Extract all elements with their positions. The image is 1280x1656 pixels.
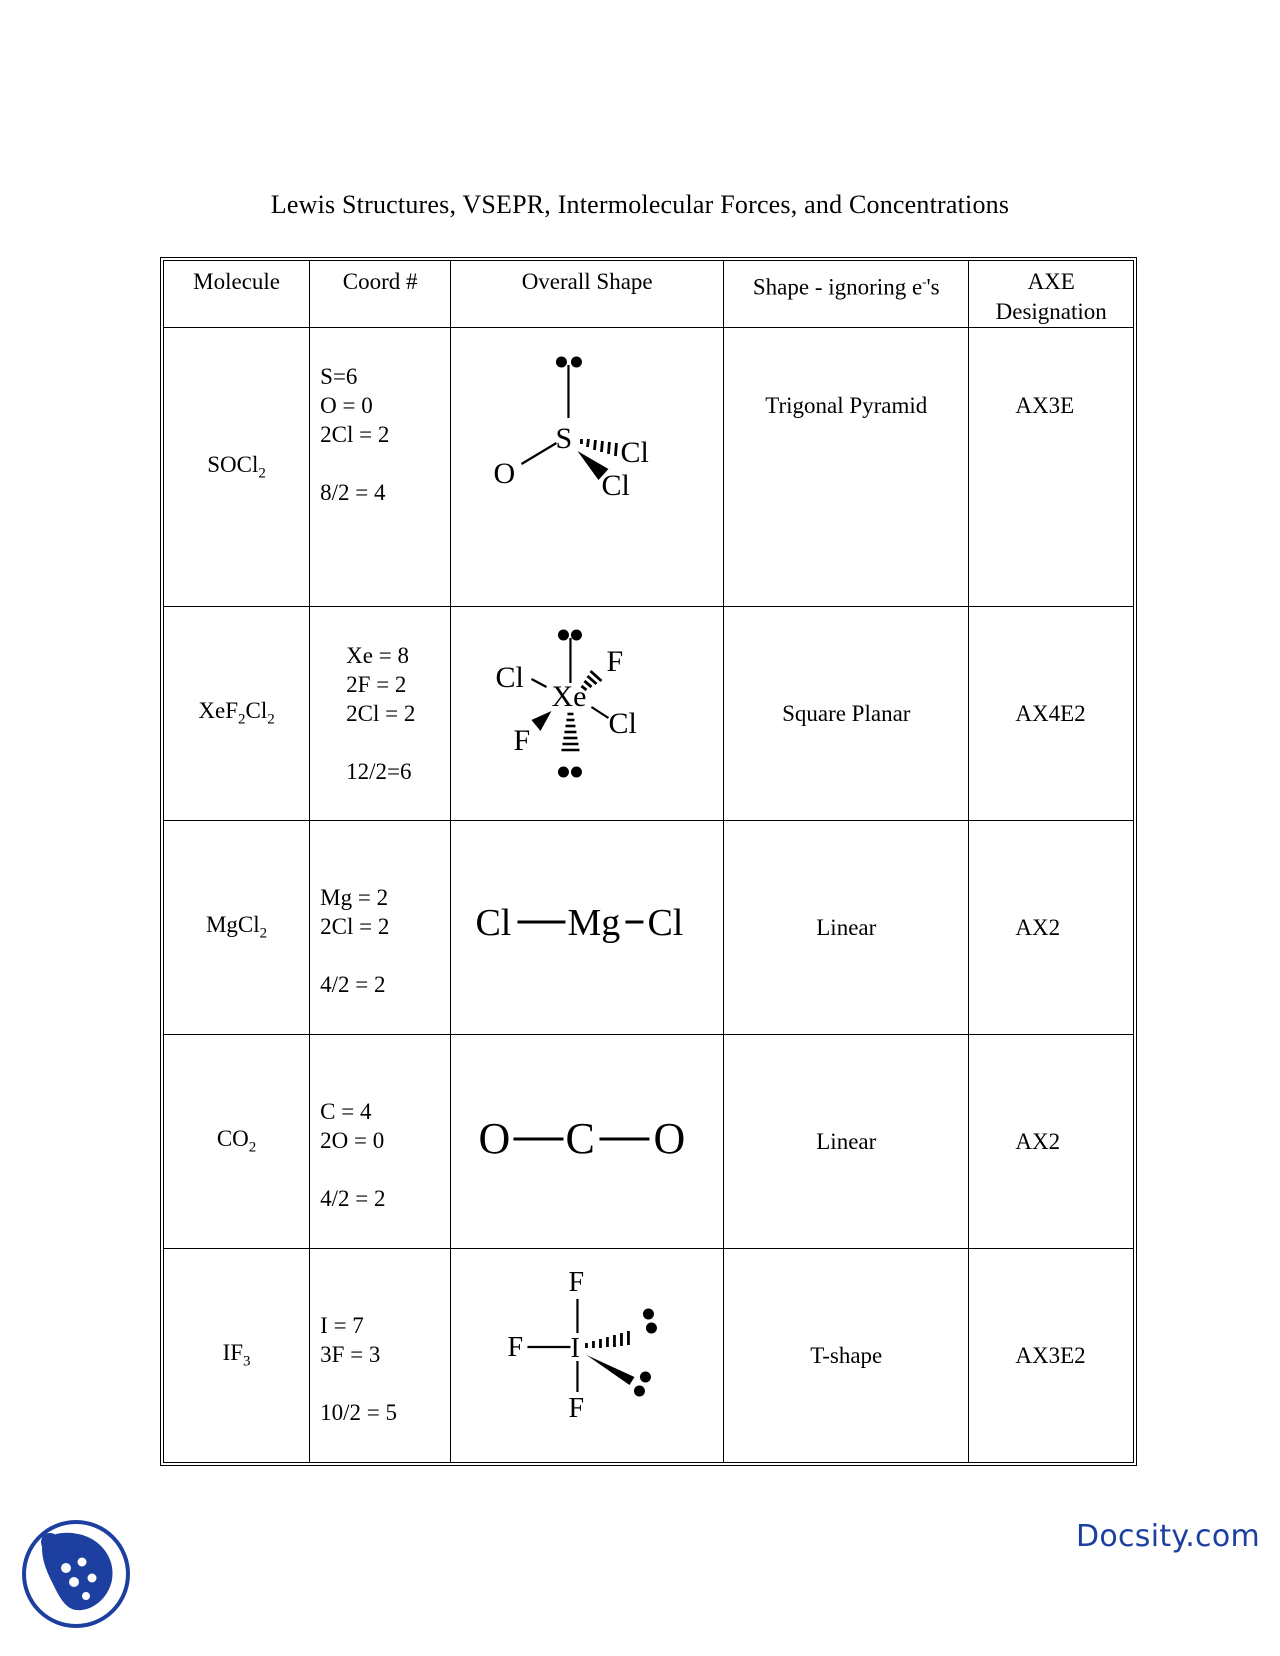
atom-cl-right: Cl bbox=[647, 902, 684, 944]
coord-line: S=6 bbox=[320, 364, 358, 389]
geometry-cell: Linear bbox=[724, 1035, 969, 1249]
page-title: Lewis Structures, VSEPR, Intermolecular Forces, and Concentrations bbox=[270, 190, 1010, 219]
geometry-cell: Square Planar bbox=[724, 607, 969, 821]
coord-line: 2Cl = 2 bbox=[320, 422, 390, 447]
atom-s: S bbox=[555, 422, 573, 455]
molecule-formula: Cl bbox=[245, 698, 268, 724]
coord-line: 10/2 = 5 bbox=[320, 1400, 398, 1425]
coord-line bbox=[320, 1369, 450, 1398]
header-shape-ignoring bbox=[724, 261, 969, 328]
lewis-structure-co2 bbox=[451, 1035, 723, 1248]
header-shape-ignoring-sup: - bbox=[922, 274, 927, 289]
coord-line: 4/2 = 2 bbox=[320, 972, 386, 997]
header-overall-shape: Overall Shape bbox=[451, 261, 724, 328]
atom-i: I bbox=[570, 1333, 580, 1364]
atom-c: C bbox=[565, 1114, 596, 1163]
coord-line: 2Cl = 2 bbox=[346, 701, 416, 726]
molecule-cell bbox=[164, 821, 310, 1035]
axe-cell: AX3E2 bbox=[969, 1249, 1134, 1463]
table-row bbox=[164, 1249, 1134, 1463]
atom-cl-left: Cl bbox=[495, 661, 525, 694]
geometry-cell: T-shape bbox=[724, 1249, 969, 1463]
axe-cell: AX2 bbox=[969, 1035, 1134, 1249]
coord-cell bbox=[310, 1249, 451, 1463]
coord-cell bbox=[310, 1035, 451, 1249]
header-coord: Coord # bbox=[310, 261, 451, 328]
lewis-structure-xef2cl2 bbox=[451, 607, 723, 820]
molecule-subscript: 2 bbox=[258, 465, 266, 482]
coord-line bbox=[346, 728, 450, 757]
molecule-cell bbox=[164, 1249, 310, 1463]
coord-line: 3F = 3 bbox=[320, 1342, 381, 1367]
lewis-structure-mgcl2 bbox=[451, 821, 723, 1034]
structure-xef2cl2 bbox=[451, 607, 724, 821]
structure-mgcl2 bbox=[451, 821, 724, 1035]
atom-cl-right: Cl bbox=[608, 707, 638, 740]
molecule-table bbox=[160, 257, 1137, 1466]
header-axe bbox=[969, 261, 1134, 328]
coord-line bbox=[320, 449, 450, 478]
atom-cl-top: Cl bbox=[620, 436, 650, 469]
coord-line: C = 4 bbox=[320, 1099, 372, 1124]
molecule-formula: XeF bbox=[198, 698, 239, 724]
coord-cell bbox=[310, 328, 451, 607]
atom-f-left: F bbox=[507, 1332, 524, 1363]
coord-line bbox=[320, 1155, 450, 1184]
coord-line: I = 7 bbox=[320, 1313, 364, 1338]
atom-o-right: O bbox=[653, 1114, 686, 1163]
molecule-subscript: 2 bbox=[259, 925, 268, 942]
geometry-cell: Trigonal Pyramid bbox=[724, 328, 969, 607]
geometry-cell: Linear bbox=[724, 821, 969, 1035]
structure-socl2 bbox=[451, 328, 724, 607]
axe-cell: AX3E bbox=[969, 328, 1134, 607]
axe-cell: AX4E2 bbox=[969, 607, 1134, 821]
coord-line: 4/2 = 2 bbox=[320, 1186, 386, 1211]
table-row bbox=[164, 821, 1134, 1035]
coord-line: Xe = 8 bbox=[346, 643, 409, 668]
header-molecule: Molecule bbox=[164, 261, 310, 328]
header-row bbox=[164, 261, 1134, 328]
docsity-logo-icon[interactable] bbox=[20, 1518, 132, 1630]
coord-line: O = 0 bbox=[320, 393, 373, 418]
header-shape-ignoring-tail: 's bbox=[926, 274, 940, 300]
molecule-cell bbox=[164, 1035, 310, 1249]
atom-xe: Xe bbox=[551, 680, 587, 713]
docsity-brand-link[interactable]: Docsity.com bbox=[1075, 1519, 1260, 1554]
coord-line bbox=[320, 941, 450, 970]
structure-if3 bbox=[451, 1249, 724, 1463]
molecule-subscript: 3 bbox=[243, 1353, 251, 1370]
atom-o: O bbox=[493, 457, 516, 490]
table-row bbox=[164, 1035, 1134, 1249]
molecule-formula: IF bbox=[222, 1340, 244, 1366]
coord-line: 12/2=6 bbox=[346, 759, 412, 784]
atom-cl-left: Cl bbox=[475, 902, 512, 944]
coord-line: 2F = 2 bbox=[346, 672, 407, 697]
coord-line: 8/2 = 4 bbox=[320, 480, 386, 505]
atom-f-top: F bbox=[568, 1267, 585, 1298]
molecule-subscript: 2 bbox=[248, 1139, 257, 1156]
coord-line: 2Cl = 2 bbox=[320, 914, 390, 939]
molecule-formula: SOCl bbox=[207, 451, 259, 477]
lewis-structure-if3 bbox=[451, 1249, 723, 1462]
coord-cell bbox=[310, 821, 451, 1035]
molecule-cell bbox=[164, 328, 310, 607]
atom-mg: Mg bbox=[567, 902, 621, 944]
atom-f-top: F bbox=[606, 645, 624, 678]
structure-co2 bbox=[451, 1035, 724, 1249]
lewis-structure-socl2 bbox=[451, 328, 723, 541]
atom-cl-bottom: Cl bbox=[601, 469, 631, 502]
atom-f-bottom: F bbox=[568, 1393, 585, 1424]
axe-cell: AX2 bbox=[969, 821, 1134, 1035]
header-axe-line2: Designation bbox=[995, 299, 1107, 324]
molecule-formula: MgCl bbox=[205, 912, 260, 938]
molecule-formula: CO bbox=[216, 1126, 249, 1152]
table-row bbox=[164, 607, 1134, 821]
atom-f-bottom: F bbox=[513, 724, 531, 757]
coord-line: 2O = 0 bbox=[320, 1128, 385, 1153]
coord-line: Mg = 2 bbox=[320, 885, 389, 910]
molecule-subscript: 2 bbox=[267, 711, 275, 728]
molecule-subscript: 2 bbox=[238, 711, 246, 728]
coord-cell bbox=[310, 607, 451, 821]
atom-o-left: O bbox=[478, 1114, 511, 1163]
table-row bbox=[164, 328, 1134, 607]
header-axe-line1: AXE bbox=[1027, 269, 1075, 294]
header-shape-ignoring-main: Shape - ignoring e bbox=[752, 274, 923, 300]
molecule-cell bbox=[164, 607, 310, 821]
